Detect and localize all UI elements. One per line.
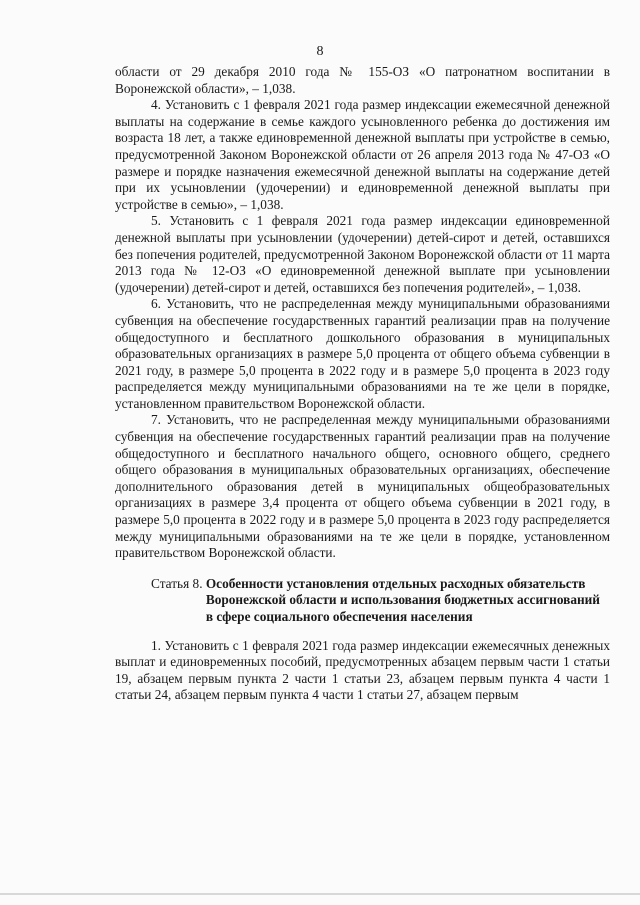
paragraph-item-4: 4. Установить с 1 февраля 2021 года размер индексации ежемесячной денежной выплаты на содержание в семье каждого усыновленного ребенка до достижения им возраста 18 лет, а также единовременной денежной выплаты при устройстве в семью, предусмотренной Законом Воронежской области от 26 апреля 2013 года № 47-ОЗ «О размере и порядке назначения ежемесячной денежной выплаты на содержание детей при их усыновлении (удочерении) и единовременной денежной выплаты при устройстве в семью», – 1,038.	[115, 97, 610, 212]
page-bottom-edge	[0, 893, 640, 895]
page-number: 8	[316, 44, 324, 59]
paragraph-item-7: 7. Установить, что не распределенная между муниципальными образованиями субвенция на обеспечение государственных гарантий реализации прав на получение общедоступного и бесплатного начального общего, основного общего, среднего общего образования в муниципальных образовательных организациях, обеспечение дополнительного образования детей в муниципальных общеобразовательных организациях в размере 3,4 процента от общего объема субвенции в 2021 году, в размере 5,0 процента в 2022 году и в размере 5,0 процента в 2023 году распределяется между муниципальными образованиями на те же цели в порядке, установленном правительством Воронежской области.	[115, 412, 610, 561]
paragraph-article-8-item-1: 1. Установить с 1 февраля 2021 года размер индексации ежемесячных денежных выплат и единовременных пособий, предусмотренных абзацем первым части 1 статьи 19, абзацем первым пункта 2 части 1 статьи 23, абзацем первым пункта 4 части 1 статьи 24, абзацем первым пункта 4 части 1 статьи 27, абзацем первым	[115, 637, 610, 703]
paragraph-continuation: области от 29 декабря 2010 года № 155-ОЗ «О патронатном воспитании в Воронежской области», – 1,038.	[115, 64, 610, 96]
article-heading	[115, 576, 610, 626]
article-title: Особенности установления отдельных расходных обязательств Воронежской области и использования бюджетных ассигнований в сфере социального обеспечения населения	[205, 575, 600, 624]
document-body	[115, 64, 610, 704]
paragraph-item-6: 6. Установить, что не распределенная между муниципальными образованиями субвенция на обеспечение государственных гарантий реализации прав на получение общедоступного и бесплатного дошкольного образования в муниципальных образовательных организациях в размере 5,0 процента от общего объема субвенции в 2021 году, в размере 5,0 процента в 2022 году и в размере 5,0 процента в 2023 году распределяется между муниципальными образованиями на те же цели в порядке, установленном правительством Воронежской области.	[115, 296, 610, 411]
paragraph-item-5: 5. Установить с 1 февраля 2021 года размер индексации единовременной денежной выплаты при усыновлении (удочерении) детей-сирот и детей, оставшихся без попечения родителей, предусмотренной Законом Воронежской области от 11 марта 2013 года № 12-ОЗ «О единовременной денежной выплате при усыновлении (удочерении) детей-сирот и детей, оставшихся без попечения родителей», – 1,038.	[115, 213, 610, 295]
article-number: Статья 8.	[151, 575, 203, 591]
